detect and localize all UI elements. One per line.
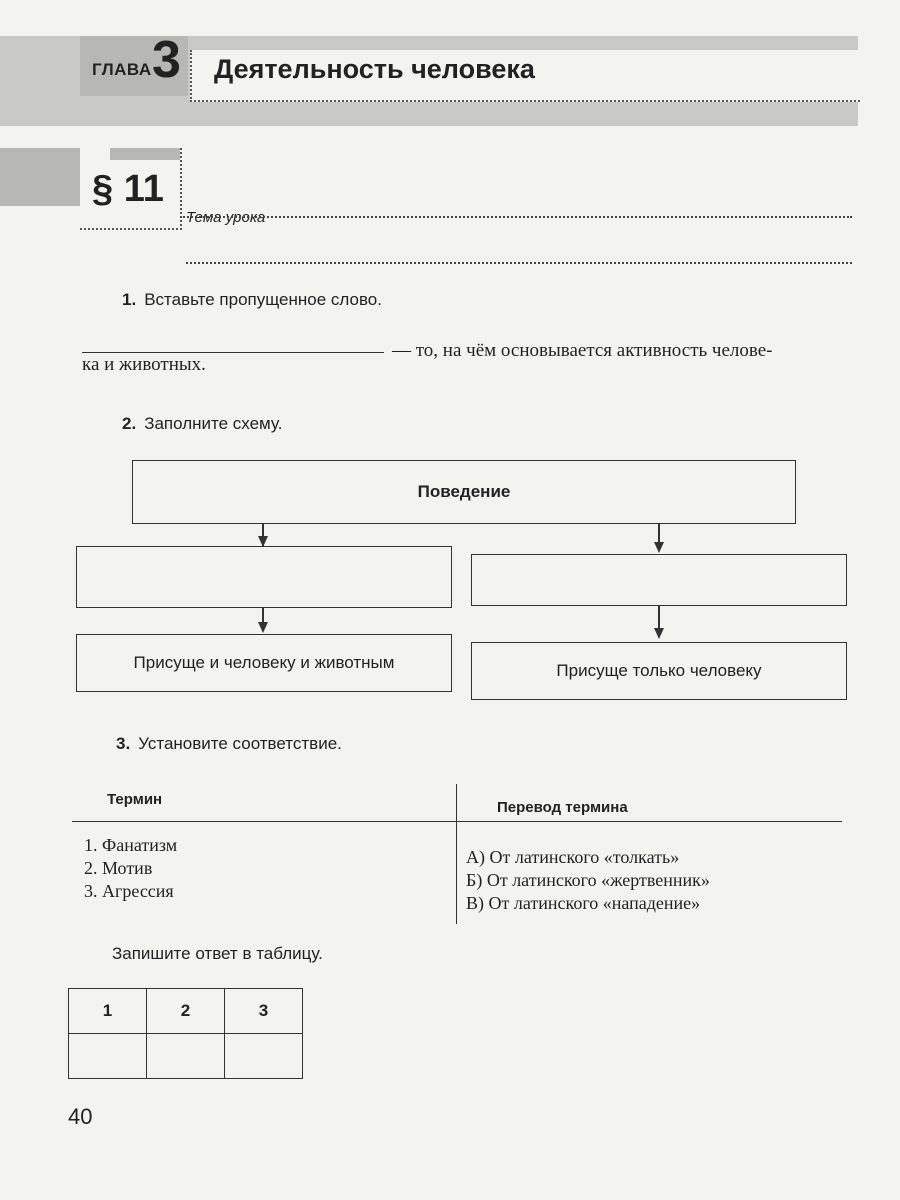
term-item: 1. Фанатизм (84, 835, 178, 855)
task3-number: 3. (116, 734, 131, 753)
chapter-title: Деятельность человека (214, 54, 535, 84)
terms-list (84, 834, 177, 903)
task1-answer-line[interactable] (82, 352, 384, 353)
scheme-root-label: Поведение (417, 482, 511, 501)
page-number: 40 (68, 1104, 93, 1129)
col-translation-header: Перевод термина (497, 799, 628, 816)
scheme-right-empty-box[interactable] (471, 554, 847, 606)
answer-header-cell: 3 (225, 989, 303, 1034)
task1-heading (122, 290, 382, 310)
arrow-right-leaf-head (654, 628, 664, 639)
scheme-right-leaf-label: Присуще только человеку (556, 661, 762, 680)
translation-item: В) От латинского «нападение» (466, 893, 701, 913)
task3-instruction: Установите соответствие. (138, 734, 342, 753)
answer-header-row (69, 989, 303, 1034)
match-table-header-rule (72, 821, 842, 822)
answer-header-cell: 2 (147, 989, 225, 1034)
arrow-left-leaf-head (258, 622, 268, 633)
task1-instruction: Вставьте пропущенное слово. (144, 290, 382, 309)
answer-table (68, 988, 303, 1079)
task1-sentence-line1: — то, на чём основывается активность челове- (392, 340, 773, 361)
answer-input-row (69, 1034, 303, 1079)
scheme-left-leaf-label: Присуще и человеку и животным (133, 653, 395, 672)
scheme-root-box (132, 460, 796, 524)
task1-sentence-line2: ка и животных. (82, 354, 206, 375)
task3-heading (116, 734, 342, 754)
paragraph-tab-top (110, 148, 180, 160)
lesson-topic-line-1[interactable] (180, 216, 852, 218)
answer-cell-2[interactable] (147, 1034, 225, 1079)
translation-item: А) От латинского «толкать» (466, 847, 680, 867)
lesson-topic-line-2[interactable] (186, 262, 852, 264)
term-item: 3. Агрессия (84, 881, 174, 901)
translations-list (466, 846, 710, 915)
term-item: 2. Мотив (84, 858, 153, 878)
answer-header-cell: 1 (69, 989, 147, 1034)
scheme-right-leaf-box (471, 642, 847, 700)
match-table-divider (456, 784, 457, 924)
chapter-number: 3 (152, 31, 181, 89)
lesson-topic-label: Тема урока (186, 209, 266, 226)
paragraph-number: § 11 (92, 168, 164, 210)
scheme-left-empty-box[interactable] (76, 546, 452, 608)
answer-cell-1[interactable] (69, 1034, 147, 1079)
task2-instruction: Заполните схему. (144, 414, 283, 433)
translation-item: Б) От латинского «жертвенник» (466, 870, 710, 890)
task1-number: 1. (122, 290, 137, 309)
answer-prompt: Запишите ответ в таблицу. (112, 944, 323, 963)
arrow-root-right-head (654, 542, 664, 553)
task2-heading (122, 414, 282, 434)
scheme-left-leaf-box (76, 634, 452, 692)
chapter-word: ГЛАВА (92, 60, 152, 79)
answer-cell-3[interactable] (225, 1034, 303, 1079)
col-term-header: Термин (107, 791, 163, 808)
task2-number: 2. (122, 414, 137, 433)
chapter-stripe (190, 114, 858, 124)
arrow-root-right-line (658, 524, 660, 544)
